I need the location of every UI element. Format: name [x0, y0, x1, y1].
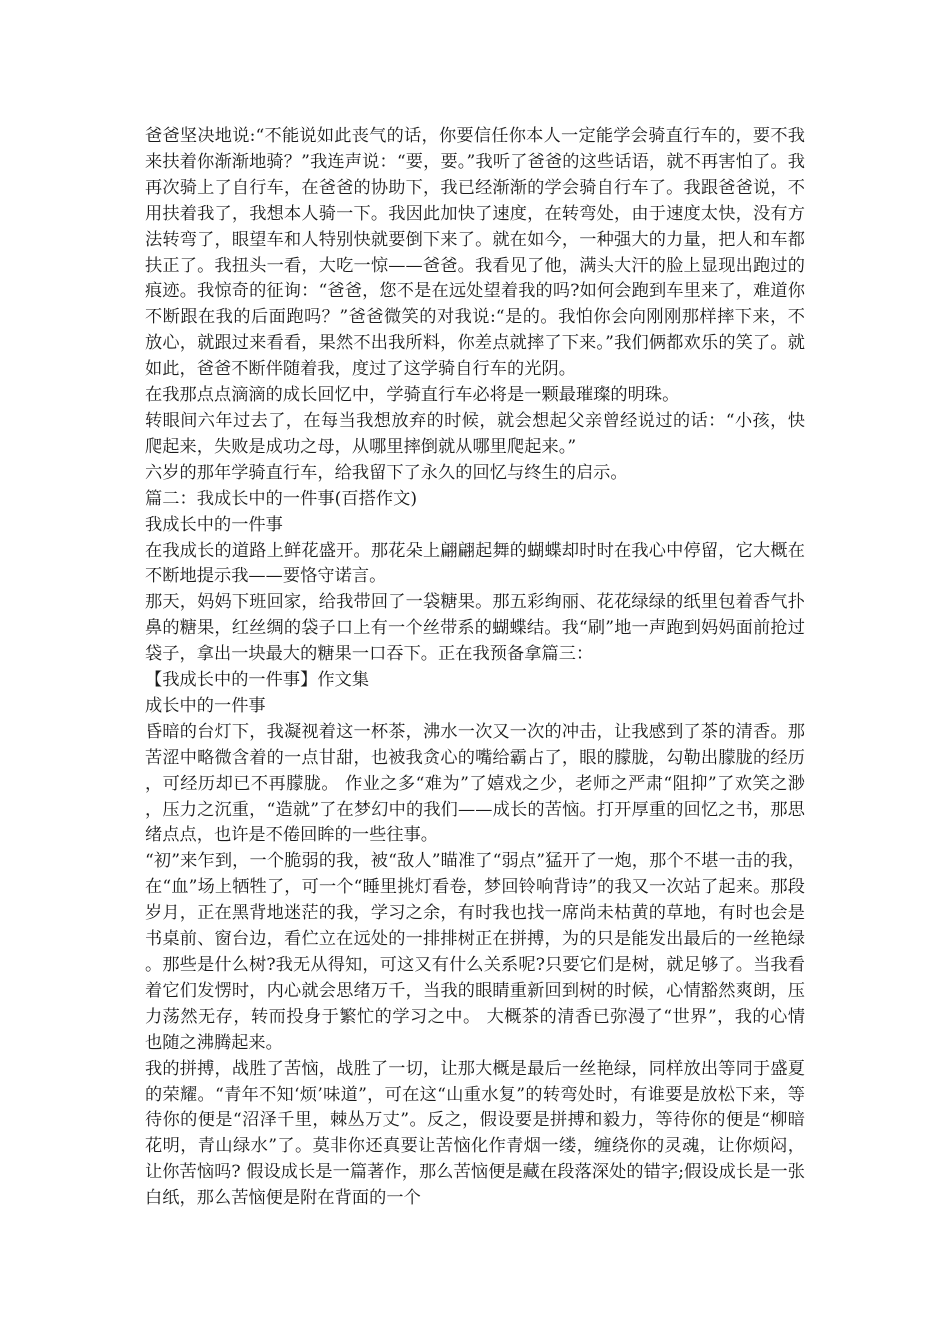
paragraph-six-years-old: 六岁的那年学骑直行车，给我留下了永久的回忆与终生的启示。	[145, 462, 628, 483]
paragraph-candy: 那天，妈妈下班回家，给我带回了一袋糖果。那五彩绚丽、花花绿绿的纸里包着香气扑鼻的糖果，红丝绸的袋子口上有一个丝带系的蝴蝶结。我“刷”地一声跑到妈妈面前抢过袋子，拿出一块最大的糖果一口吞下。正在我预备拿篇三：	[145, 592, 805, 665]
article-title-growing-event: 我成长中的一件事	[145, 514, 283, 535]
paragraph-father-words: 转眼间六年过去了，在每当我想放弃的时候，就会想起父亲曾经说过的话：“小孩，快爬起来，失败是成功之母，从哪里摔倒就从哪里爬起来。”	[145, 410, 805, 457]
paragraph-memory-pearl: 在我那点点滴滴的成长回忆中，学骑直行车必将是一颗最璀璨的明珠。	[145, 385, 680, 406]
paragraph-bike-story: 爸爸坚决地说:“不能说如此丧气的话，你要信任你本人一定能学会骑直行车的，要不我来扶着你渐渐地骑？”我连声说：“要，要。”我听了爸爸的这些话语，就不再害怕了。我再次骑上了自行车，在爸爸的协助下，我已经渐渐的学会骑自行车了。我跟爸爸说，不用扶着我了，我想本人骑一下。我因此加快了速度，在转弯处，由于速度太快，没有方法转弯了，眼望车和人特别快就要倒下来了。就在如今，一种强大的力量，把人和车都扶正了。我扭头一看，大吃一惊——爸爸。我看见了他，满头大汗的脸上显现出跑过的痕迹。我惊奇的征询：“爸爸，您不是在远处望着我的吗?如何会跑到车里来了，难道你不断跟在我的后面跑吗？”爸爸微笑的对我说:“是的。我怕你会向刚刚那样摔下来，不放心，就跟过来看看，果然不出我所料，你差点就摔了下来。”我们俩都欢乐的笑了。就如此，爸爸不断伴随着我，度过了这学骑自行车的光阴。	[145, 126, 805, 380]
paragraph-struggle: 我的拼搏，战胜了苦恼，战胜了一切，让那大概是最后一丝艳绿，同样放出等同于盛夏的荣耀。“青年不知‘烦’味道”，可在这“山重水复”的转弯处时，有谁要是放松下来，等待你的便是“沼泽千里，棘丛万丈”。反之，假设要是拼搏和毅力，等待你的便是“柳暗花明，青山绿水”了。莫非你还真要让苦恼化作青烟一缕，缠绕你的灵魂，让你烦闷，让你苦恼吗? 假设成长是一篇著作，那么苦恼便是藏在段落深处的错字;假设成长是一张白纸，那么苦恼便是附在背面的一个	[145, 1058, 805, 1209]
section-heading-part-three: 【我成长中的一件事】作文集	[145, 670, 370, 691]
article-title-growth-event: 成长中的一件事	[145, 695, 266, 716]
paragraph-first-year: “初”来乍到，一个脆弱的我，被“敌人”瞄准了“弱点”猛开了一炮，那个不堪一击的我，在“血”场上牺牲了，可一个“睡里挑灯看卷，梦回铃响背诗”的我又一次站了起来。那段岁月，正在黑背地迷茫的我，学习之余，有时我也找一席尚未枯黄的草地，有时也会是书桌前、窗台边，看伫立在远处的一排排树正在拼搏，为的只是能发出最后的一丝艳绿。那些是什么树?我无从得知，可这又有什么关系呢?只要它们是树，就足够了。当我看着它们发愣时，内心就会思绪万千，当我的眼睛重新回到树的时候，心情豁然爽朗，压力荡然无存，转而投身于繁忙的学习之中。 大概茶的清香已弥漫了“世界”，我的心情也随之沸腾起来。	[145, 851, 805, 1053]
document-page	[145, 124, 805, 1212]
paragraph-flowers-butterfly: 在我成长的道路上鲜花盛开。那花朵上翩翩起舞的蝴蝶却时时在我心中停留，它大概在不断地提示我——要恪守诺言。	[145, 540, 805, 587]
paragraph-tea-lamp: 昏暗的台灯下，我凝视着这一杯茶，沸水一次又一次的冲击，让我感到了茶的清香。那苦涩中略微含着的一点甘甜，也被我贪心的嘴给霸占了，眼的朦胧，勾勒出朦胧的经历，可经历却已不再朦胧。 作业之多“难为”了嬉戏之少，老师之严肃“阻抑”了欢笑之渺，压力之沉重，“造就”了在梦幻中的我们——成长的苦恼。打开厚重的回忆之书，那思绪点点，也许是不倦回眸的一些往事。	[145, 721, 805, 846]
section-heading-part-two: 篇二：我成长中的一件事(百搭作文)	[145, 488, 418, 509]
